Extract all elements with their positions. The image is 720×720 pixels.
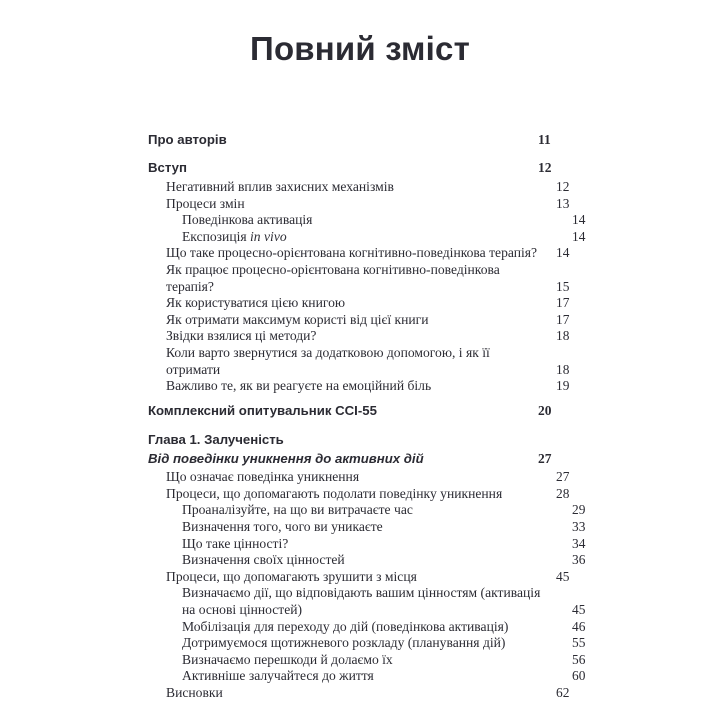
toc-entry-label: Про авторів xyxy=(148,132,227,147)
toc-entry-label: Комплексний опитувальник CCI-55 xyxy=(148,402,377,418)
toc-page-number: 14 xyxy=(572,228,586,244)
toc-entry-label: Коли варто звернутися за додатковою допомогою, і як її отримати xyxy=(166,344,490,377)
toc-entry-label: Проаналізуйте, на що ви витрачаєте час xyxy=(182,502,413,518)
toc-entry-label: Процеси, що допомагають подолати поведінку уникнення xyxy=(166,485,503,501)
toc-entry-level-2[interactable] xyxy=(182,552,606,569)
toc-page-number: 13 xyxy=(556,195,570,211)
toc-entry-label: Що таке цінності? xyxy=(182,535,289,551)
toc-entry-label: Як отримати максимум користі від цієї книги xyxy=(166,311,429,327)
toc-entry-label: Процеси змін xyxy=(166,195,245,211)
toc-entry-level-2[interactable] xyxy=(182,536,606,553)
toc-entry-label: Експозиція in vivo xyxy=(182,228,287,244)
toc-entry-level-2[interactable] xyxy=(182,652,606,669)
toc-page-number: 12 xyxy=(538,159,552,175)
toc-entry-label: Активніше залучайтеся до життя xyxy=(182,668,374,684)
toc-entry-label: Вступ xyxy=(148,159,187,175)
toc-entry-label: Висновки xyxy=(166,684,223,700)
toc-section-entry[interactable] xyxy=(148,395,572,423)
toc-page-number: 18 xyxy=(556,328,570,344)
toc-entry-label: Звідки взялися ці методи? xyxy=(166,328,317,344)
toc-page-number: 17 xyxy=(556,295,570,311)
toc-entry-level-2[interactable] xyxy=(182,635,606,652)
toc-page-number: 15 xyxy=(556,278,570,294)
toc-page-number: 18 xyxy=(556,361,570,377)
toc-page-number: 19 xyxy=(556,378,570,394)
toc-page-number: 62 xyxy=(556,684,570,700)
toc-entry-label: Що таке процесно-орієнтована когнітивно-поведінкова терапія? xyxy=(166,245,538,261)
toc-chapter-subtitle-entry[interactable] xyxy=(148,450,572,470)
toc-chapter-entry[interactable] xyxy=(148,422,572,450)
toc-entry-label: Як користуватися цією книгою xyxy=(166,295,346,311)
toc-entry-level-2[interactable] xyxy=(182,212,606,229)
toc-page-number: 17 xyxy=(556,311,570,327)
toc-page-number: 56 xyxy=(572,651,586,667)
toc-page-number: 28 xyxy=(556,485,570,501)
toc-page-number: 11 xyxy=(538,132,551,147)
toc-page-number: 34 xyxy=(572,535,586,551)
toc-entry-label: Визначення того, чого ви уникаєте xyxy=(182,519,383,534)
toc-entry-level-1[interactable] xyxy=(166,179,590,196)
toc-page-number: 33 xyxy=(572,519,586,534)
toc-entry-level-2[interactable] xyxy=(182,668,606,685)
toc-entry-label: Як працює процесно-орієнтована когнітивно-поведінкова терапія? xyxy=(166,261,500,294)
toc-entry-label: Глава 1. Залученість xyxy=(148,432,284,448)
toc-entry-level-2[interactable] xyxy=(182,585,606,618)
toc-entry-level-1[interactable] xyxy=(166,685,590,702)
toc-page-number: 27 xyxy=(538,450,552,466)
toc-entry-label: Від поведінки уникнення до активних дій xyxy=(148,450,424,466)
toc-page-number: 55 xyxy=(572,635,586,651)
page-title: Повний зміст xyxy=(250,30,470,67)
toc-entry-level-1[interactable] xyxy=(166,345,590,378)
toc-entry-level-1[interactable] xyxy=(166,569,590,586)
toc-entry-level-2[interactable] xyxy=(182,519,606,536)
toc-page-number: 14 xyxy=(572,212,586,228)
toc-entry-label: Визначаємо дії, що відповідають вашим цінностям (активація на основі цінностей) xyxy=(182,585,541,617)
toc-section-entry[interactable] xyxy=(148,152,572,180)
toc-page-number: 46 xyxy=(572,618,586,634)
toc-page-number: 60 xyxy=(572,668,586,684)
toc-entry-label: Визначаємо перешкоди й долаємо їх xyxy=(182,651,393,667)
toc-entry-level-1[interactable] xyxy=(166,245,590,262)
toc-entry-level-1[interactable] xyxy=(166,486,590,503)
toc-page-number: 14 xyxy=(556,245,570,261)
toc-entry-label: Негативний вплив захисних механізмів xyxy=(166,179,394,194)
toc-entry-level-1[interactable] xyxy=(166,196,590,213)
toc-entry-level-1[interactable] xyxy=(166,262,590,295)
toc-entry-label: Мобілізація для переходу до дій (поведінкова активація) xyxy=(182,618,509,634)
toc-entry-level-2[interactable] xyxy=(182,619,606,636)
toc-entry-level-1[interactable] xyxy=(166,378,590,395)
toc-page-number: 36 xyxy=(572,552,586,568)
toc-section-entry[interactable] xyxy=(148,124,572,152)
toc-entry-level-2[interactable] xyxy=(182,502,606,519)
toc-entry-level-1[interactable] xyxy=(166,469,590,486)
toc-entry-label: Поведінкова активація xyxy=(182,212,313,228)
toc-entry-level-1[interactable] xyxy=(166,328,590,345)
toc-entry-label: Визначення своїх цінностей xyxy=(182,552,345,568)
toc-entry-label: Процеси, що допомагають зрушити з місця xyxy=(166,568,417,584)
toc-entry-label: Що означає поведінка уникнення xyxy=(166,469,360,485)
toc-entry-label: Дотримуємося щотижневого розкладу (планування дій) xyxy=(182,635,506,651)
toc-page-number: 45 xyxy=(556,568,570,584)
toc-page-number: 29 xyxy=(572,502,586,518)
table-of-contents xyxy=(148,124,586,702)
toc-entry-level-1[interactable] xyxy=(166,312,590,329)
toc-entry-label-italic: in vivo xyxy=(250,228,287,244)
toc-page-number: 45 xyxy=(572,601,586,617)
toc-entry-level-2[interactable] xyxy=(182,229,606,246)
toc-page-number: 20 xyxy=(538,402,552,418)
toc-page-number: 27 xyxy=(556,469,570,485)
toc-entry-level-1[interactable] xyxy=(166,295,590,312)
toc-page-number: 12 xyxy=(556,179,570,194)
toc-entry-label: Важливо те, як ви реагуєте на емоційний біль xyxy=(166,378,432,394)
